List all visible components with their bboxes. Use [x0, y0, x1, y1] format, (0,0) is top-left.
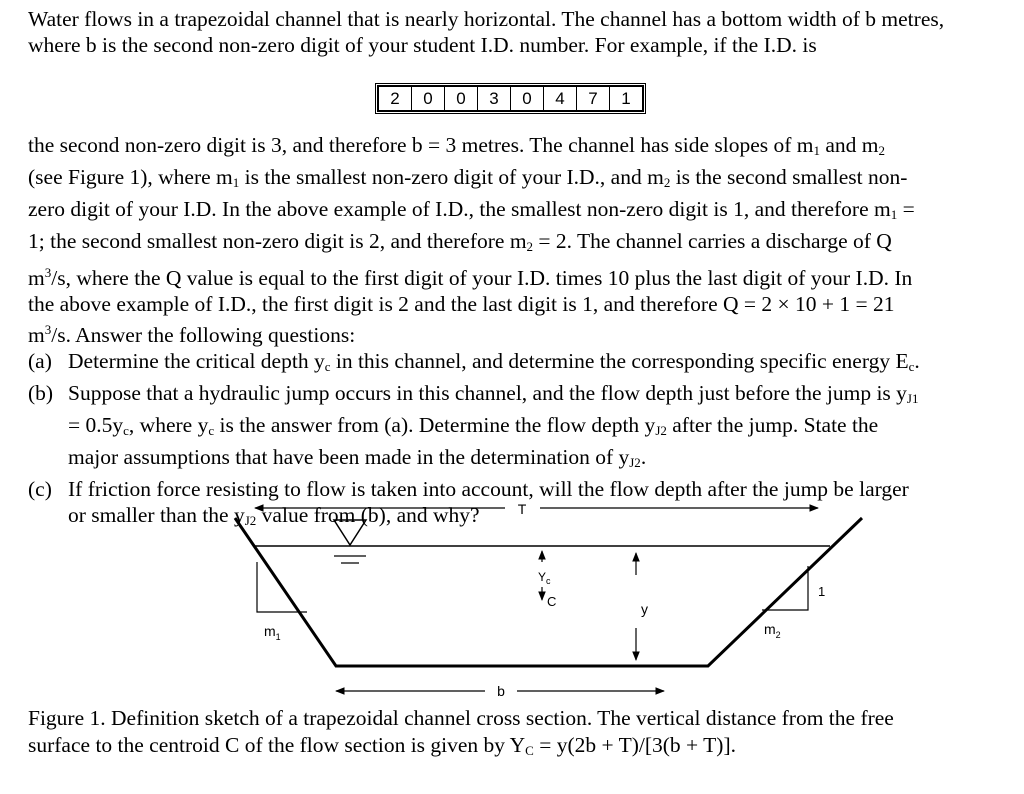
- centroid-label-c: C: [547, 594, 557, 609]
- channel-boundary: [235, 518, 862, 666]
- channel-cross-section-figure: [0, 490, 1024, 705]
- slope-label-m1: $m_1$: [264, 623, 281, 642]
- question-text: Determine the critical depth $y_c$ in this channel, and determine the corresponding specific energy $E_c$.: [68, 349, 920, 374]
- id-digit: 7: [577, 87, 610, 110]
- question-label: (c): [28, 477, 52, 501]
- question-b: [28, 380, 1000, 476]
- body-line: $m^3/s$. Answer the following questions:: [28, 322, 356, 347]
- slope-label-1: 1: [818, 584, 826, 599]
- question-text: If friction force resisting to flow is taken into account, will the flow depth after the jump be larger or smaller than the $y_{J2}$ value from (b), and why?: [68, 477, 909, 528]
- id-digit: 1: [621, 89, 631, 108]
- depth-label-y: y: [641, 601, 648, 617]
- id-digit: 3: [478, 87, 511, 110]
- body-line: 1; the second smallest non-zero digit is 2, and therefore $m_2 = 2$. The channel carries a discharge of Q: [28, 229, 892, 254]
- figure-caption: [28, 705, 1000, 764]
- body-line: the second non-zero digit is 3, and therefore b = 3 metres. The channel has side slopes of $m_1$ and $m_2$: [28, 133, 886, 158]
- body-line: zero digit of your I.D. In the above example of I.D., the smallest non-zero digit is 1, and therefore $m_1$ =: [28, 197, 915, 222]
- example-id-box: [377, 85, 644, 112]
- id-digit: 0: [445, 87, 478, 110]
- id-digit: 2: [379, 87, 412, 110]
- slope-label-m2: $m_2$: [764, 621, 781, 640]
- bottom-width-label: b: [497, 683, 505, 699]
- question-a: [28, 348, 1000, 380]
- question-label: (b): [28, 381, 54, 405]
- slope-triangle-right: [762, 566, 808, 610]
- caption-line-1: Figure 1. Definition sketch of a trapezoidal channel cross section. The vertical distance from the free: [28, 706, 894, 730]
- water-surface-symbol-icon: [334, 520, 366, 545]
- yc-label: $Y_c$: [538, 570, 551, 586]
- body-line: the above example of I.D., the first digit is 2 and the last digit is 1, and therefore Q = 2 × 10 + 1 = 21: [28, 292, 895, 316]
- body-line: $m^3/s$, where the Q value is equal to the first digit of your I.D. times 10 plus the last digit of your I.D. In: [28, 265, 913, 290]
- intro-line-2: where b is the second non-zero digit of your student I.D. number. For example, if the I.D. is: [28, 33, 817, 57]
- question-label: (a): [28, 349, 52, 373]
- caption-line-2: surface to the centroid C of the flow section is given by $Y_C = y(2b + T)/[3(b + T)]$.: [28, 733, 736, 758]
- id-digit: 4: [544, 87, 577, 110]
- top-width-label: T: [517, 501, 527, 517]
- problem-body: [28, 132, 1000, 534]
- body-line: (see Figure 1), where $m_1$ is the smallest non-zero digit of your I.D., and $m_2$ is the second smallest non-: [28, 165, 908, 190]
- intro-line-1: Water flows in a trapezoidal channel that is nearly horizontal. The channel has a bottom width of b metres,: [28, 7, 945, 31]
- question-text: Suppose that a hydraulic jump occurs in this channel, and the flow depth just before the jump is $y_{J1}$ = $0.5y_c$, where $y_c$ is the answer from (a). Determine the flow depth $y_{J2}$ after the jump. State the major assumptions that have been made in the determination of $y_{J2}$.: [68, 381, 919, 470]
- id-digit: 0: [412, 87, 445, 110]
- id-digit: 0: [511, 87, 544, 110]
- intro-paragraph: [28, 6, 1000, 58]
